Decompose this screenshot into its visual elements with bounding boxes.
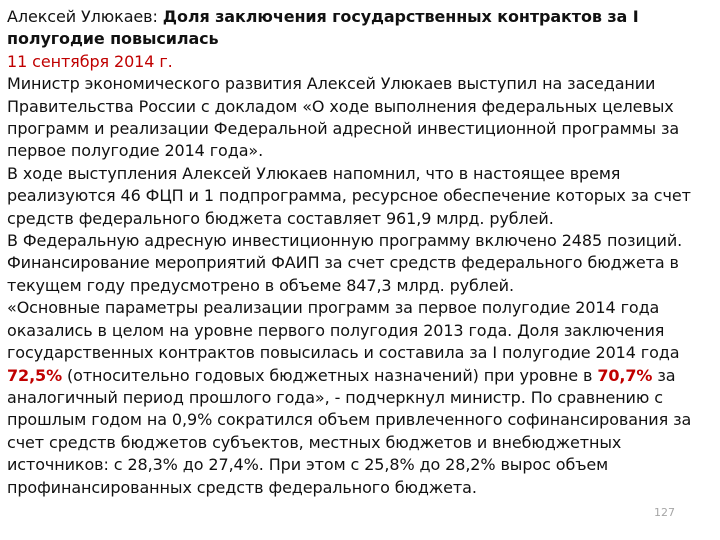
article-title-line (7, 6, 719, 51)
paragraph-faip-funding: В Федеральную адресную инвестиционную программу включено 2485 позиций. Финансирование мероприятий ФАИП за счет средств федерального бюджета в текущем году предусмотрено в объеме 847,3 млрд. рублей. (7, 231, 683, 295)
paragraph-quote (7, 297, 719, 499)
highlight-contracts-share-2013: 70,7% (597, 365, 653, 385)
quote-text-part-1: «Основные параметры реализации программ за первое полугодие 2014 года оказались в целом на уровне первого полугодия 2013 года. Доля заключения государственных контрактов повысилась и составила за I полугодие 2014 года (7, 298, 680, 363)
author-label: Алексей Улюкаев: (7, 7, 158, 26)
article-headline: Доля заключения государственных контрактов за I полугодие повысилась (7, 7, 639, 49)
paragraph-programs-count: В ходе выступления Алексей Улюкаев напомнил, что в настоящее время реализуются 46 ФЦП и 1 подпрограмма, ресурсное обеспечение которых за счет средств федерального бюджета составляет 961,9 млрд. рублей. (7, 163, 691, 228)
page-number: 127 (654, 506, 675, 519)
quote-text-part-2: (относительно годовых бюджетных назначений) при уровне в (62, 365, 598, 385)
paragraph-minister-report: Министр экономического развития Алексей Улюкаев выступил на заседании Правительства России с докладом «О ходе выполнения федеральных целевых программ и реализации Федеральной адресной инвестиционной программы за первое полугодие 2014 года». (7, 74, 680, 161)
article-date: 11 сентября 2014 г. (7, 51, 173, 71)
article-body (7, 6, 719, 499)
quote-text-part-3: за аналогичный период прошлого года», - подчеркнул министр. По сравнению с прошлым годом на 0,9% сократился объем привлеченного софинансирования за счет средств бюджетов субъектов, местных бюджетов и внебюджетных источников: с 28,3% до 27,4%. При этом с 25,8% до 28,2% вырос объем профинансированных средств федерального бюджета. (7, 365, 692, 497)
highlight-contracts-share-2014: 72,5% (7, 365, 63, 385)
